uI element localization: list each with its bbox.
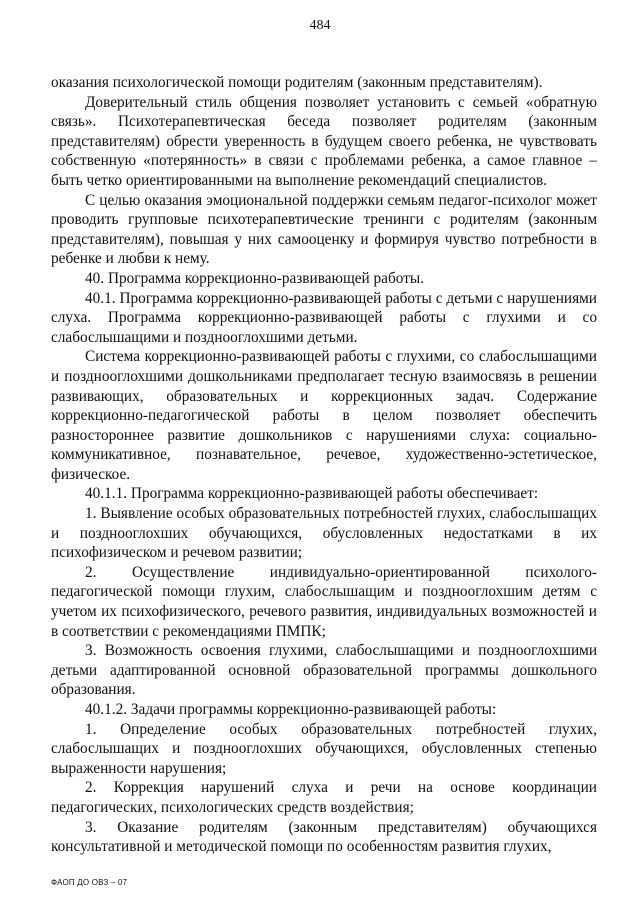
task-item-2: 2. Коррекция нарушений слуха и речи на основе координации педагогических, психологических средств воздействия; <box>51 779 597 816</box>
document-body <box>51 73 597 857</box>
task-item-3: 3. Оказание родителям (законным представителям) обучающихся консультативной и методической помощи по особенностям развития глухих, <box>51 818 597 856</box>
paragraph-1: оказания психологической помощи родителям (законным представителям). <box>51 74 543 91</box>
section-heading-40: 40. Программа коррекционно-развивающей работы. <box>85 269 424 287</box>
page-number: 484 <box>309 18 331 33</box>
footer-code: ФАОП ДО ОВЗ – 07 <box>51 878 128 887</box>
section-heading-40-1-2: 40.1.2. Задачи программы коррекционно-развивающей работы: <box>85 701 497 718</box>
paragraph-system: Система коррекционно-развивающей работы с глухими, со слабослышащими и позднооглохшими дошкольниками предполагает тесную взаимосвязь в решении развивающих, образовательных и коррекционных задач. Содержание коррекционно-педагогической работы в целом позволяет обеспечить разностороннее развитие дошкольников с нарушениями слуха: социально-коммуникативное, познавательное, речевое, художественно-эстетическое, физическое. <box>51 348 597 483</box>
list-item-3: 3. Возможность освоения глухими, слабослышащими и позднооглохшими детьми адаптированной основной образовательной программы дошкольного образования. <box>51 642 597 699</box>
section-heading-40-1-1: 40.1.1. Программа коррекционно-развивающей работы обеспечивает: <box>85 485 539 503</box>
paragraph-2: Доверительный стиль общения позволяет установить с семьей «обратную связь». Психотерапевтическая беседа позволяет родителям (законным представителям) обрести уверенность в будущем своего ребенка, не чувствовать собственную «потерянность» в связи с проблемами ребенка, а самое главное – быть четко ориентированными на выполнение рекомендаций специалистов. <box>51 93 597 189</box>
list-item-2: 2. Осуществление индивидуально-ориентированной психолого-педагогической помощи глухим, слабослышащим и позднооглохшим детям с учетом их психофизического, речевого развития, индивидуальных возможностей и в соответствии с рекомендациями ПМПК; <box>51 563 597 640</box>
task-item-1: 1. Определение особых образовательных потребностей глухих, слабослышащих и позднооглохших обучающихся, обусловленных степенью выраженности нарушения; <box>51 720 597 777</box>
list-item-1: 1. Выявление особых образовательных потребностей глухих, слабослышащих и позднооглохших обучающихся, обусловленных недостатками в их психофизическом и речевом развитии; <box>51 505 597 562</box>
section-heading-40-1: 40.1. Программа коррекционно-развивающей работы с детьми с нарушениями слуха. Программа коррекционно-развивающей работы с глухими и со слабослышащими и позднооглохшими детьми. <box>51 289 597 346</box>
paragraph-3: С целью оказания эмоциональной поддержки семьям педагог-психолог может проводить групповые психотерапевтические тренинги с родителям (законным представителям), повышая у них самооценку и формируя чувство потребности в ребенке и любви к нему. <box>51 191 597 268</box>
